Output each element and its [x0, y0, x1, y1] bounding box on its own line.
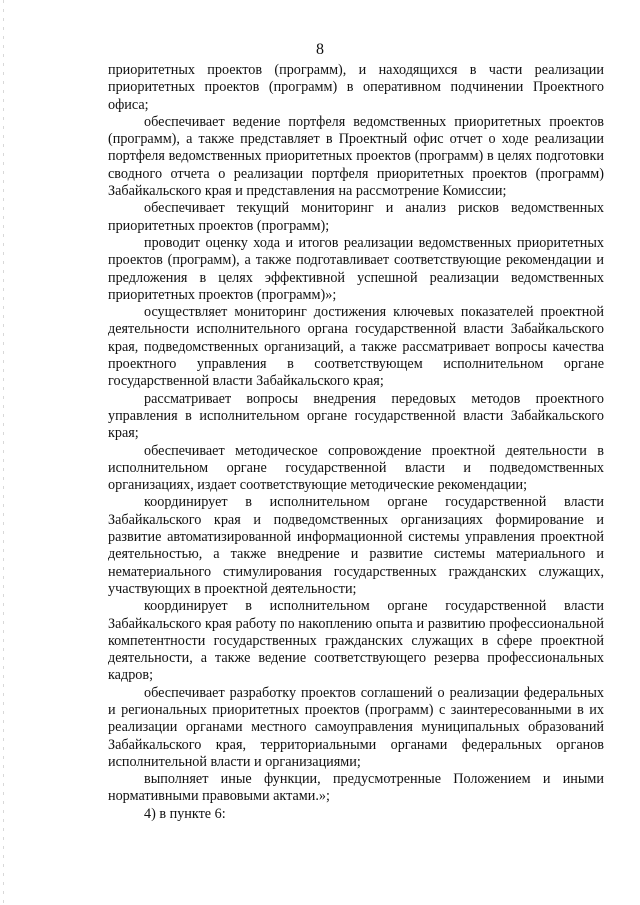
paragraph-methods: рассматривает вопросы внедрения передовых методов проектного управления в исполнительном органе государственной власти Забайкальского края; [108, 390, 604, 442]
paragraph-methodical-support: обеспечивает методическое сопровождение проектной деятельности в исполнительном органе государственной власти и подведомственных организациях, издает соответствующие методические рекомендации; [108, 442, 604, 494]
paragraph-competence: координирует в исполнительном органе государственной власти Забайкальского края работу по накоплению опыта и развитию профессиональной компетентности государственных гражданских служащих в сфере проектной деятельности, а также ведение соответствующего резерва профессиональных кадров; [108, 598, 604, 684]
paragraph-item-6: 4) в пункте 6: [144, 805, 226, 822]
paragraph-continuation: приоритетных проектов (программ), и находящихся в части реализации приоритетных проектов (программ) в оперативном подчинении Проектного офиса; [108, 62, 604, 113]
page-number: 8 [316, 41, 324, 58]
paragraph-other-functions: выполняет иные функции, предусмотренные Положением и иными нормативными правовыми актами.»; [108, 771, 604, 805]
paragraph-evaluation: проводит оценку хода и итогов реализации ведомственных приоритетных проектов (программ), а также подготавливает соответствующие рекомендации и предложения в целях эффективной успешной реализации ведомственных приоритетных проектов (программ)»; [108, 234, 604, 303]
paragraph-portfolio: обеспечивает ведение портфеля ведомственных приоритетных проектов (программ), а также представляет в Проектный офис отчет о ходе реализации портфеля ведомственных приоритетных проектов (программ) в целях подготовки сводного отчета о реализации портфеля приоритетных проектов (программ) Забайкальского края и представления на рассмотрение Комиссии; [108, 113, 604, 200]
scan-edge [3, 0, 4, 905]
paragraph-information-system: координирует в исполнительном органе государственной власти Забайкальского края и подведомственных организациях формирование и развитие автоматизированной информационной системы управления проектной деятельностью, а также внедрение и развитие системы материального и нематериального стимулирования государственных гражданских служащих, участвующих в проектной деятельности; [108, 494, 604, 597]
paragraph-monitoring-risks: обеспечивает текущий мониторинг и анализ рисков ведомственных приоритетных проектов (программ); [108, 200, 604, 234]
paragraph-agreements: обеспечивает разработку проектов соглашений о реализации федеральных и региональных приоритетных проектов (программ) с заинтересованными в их реализации органами местного самоуправления муниципальных образований Забайкальского края, территориальными органами федеральных органов исполнительной власти и организациями; [108, 684, 604, 770]
document-body [108, 62, 604, 823]
paragraph-kpi-monitoring: осуществляет мониторинг достижения ключевых показателей проектной деятельности исполнительного органа государственной власти Забайкальского края, подведомственных организаций, а также рассматривает вопросы качества проектного управления в соответствующем исполнительном органе государственной власти Забайкальского края; [108, 304, 604, 390]
